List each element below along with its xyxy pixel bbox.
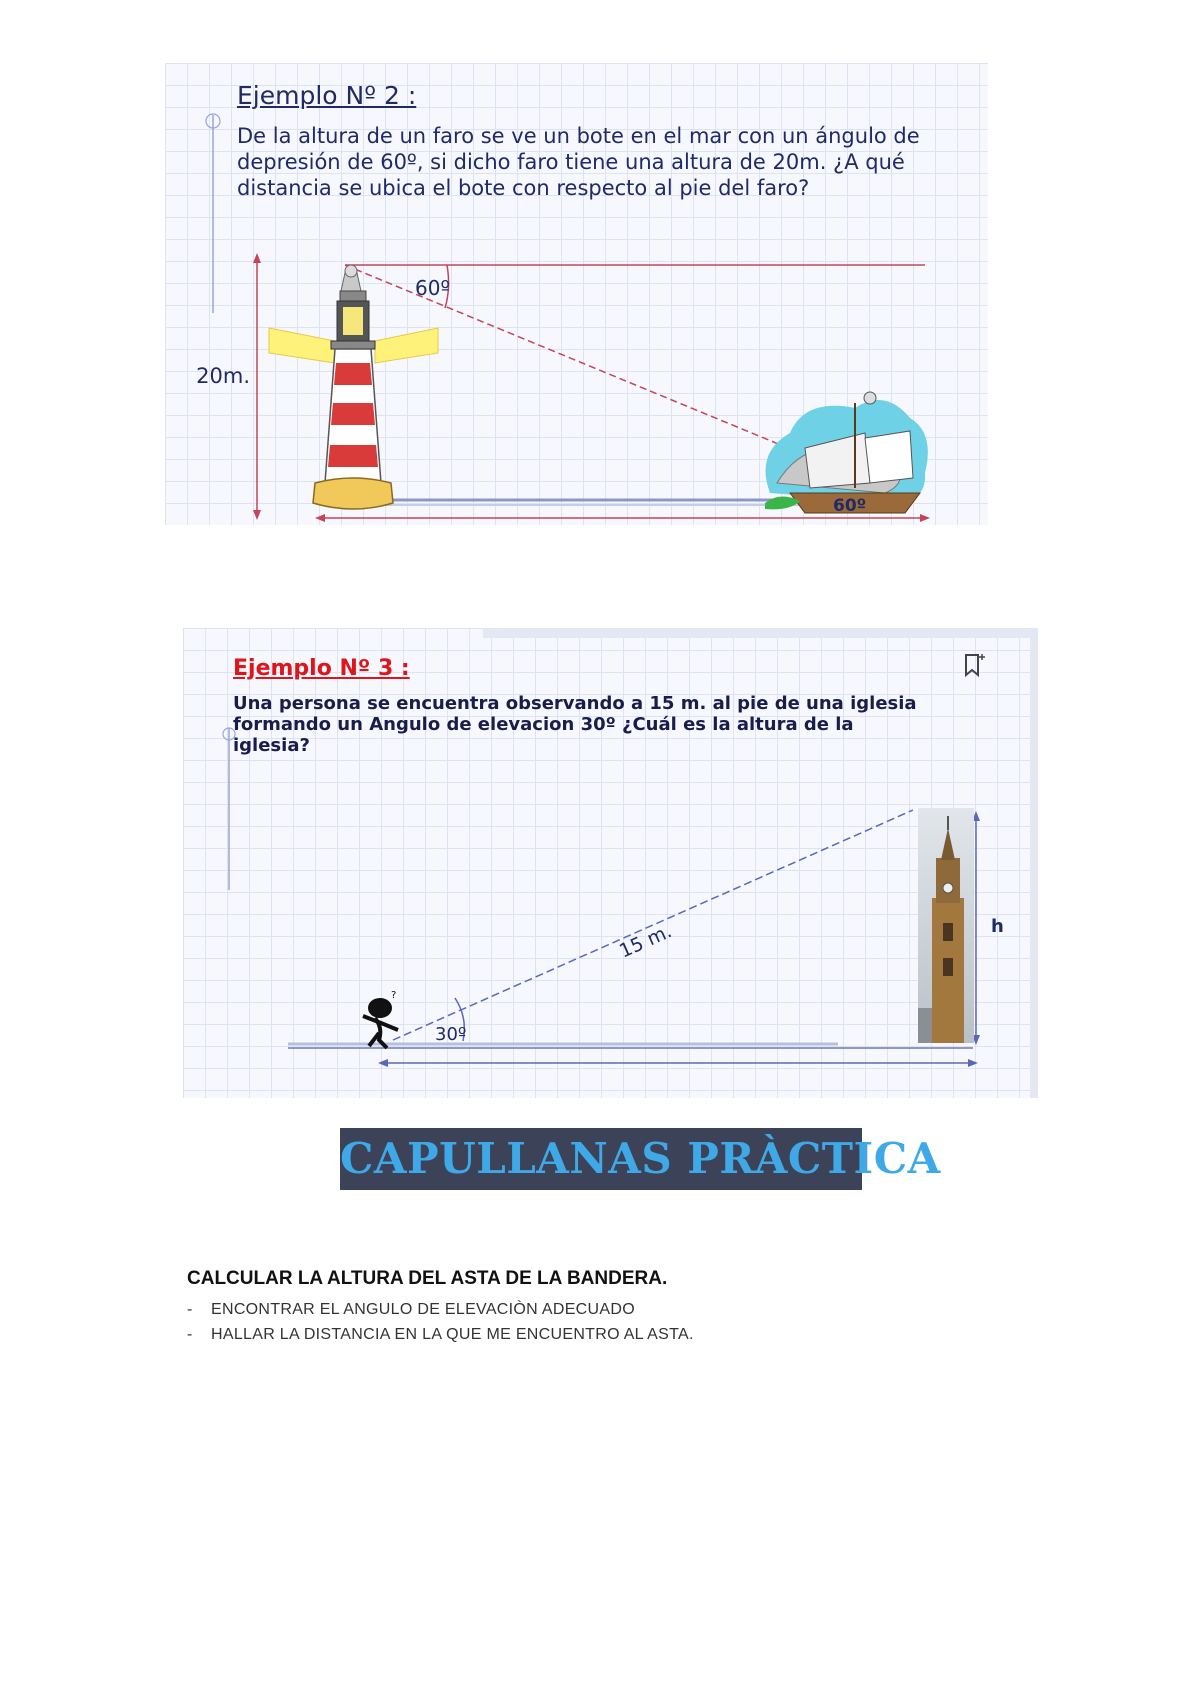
lighthouse-illustration — [269, 265, 438, 509]
hypotenuse-label: 15 m. — [616, 920, 676, 963]
church-diagram — [183, 628, 1038, 1098]
example-2-panel — [165, 63, 988, 525]
height-label: 20m. — [196, 364, 250, 388]
example-2-title: Ejemplo Nº 2 : — [237, 81, 417, 110]
example-3-problem: Una persona se encuentra observando a 15 m. al pie de una iglesia formando un Angulo de elevacion 30º ¿Cuál es la altura de la iglesia? — [233, 693, 917, 756]
boat-illustration — [765, 392, 928, 513]
bottom-angle-label: 60º — [833, 496, 867, 516]
example-3-panel — [183, 628, 1038, 1098]
task-heading: CALCULAR LA ALTURA DEL ASTA DE LA BANDERA. — [187, 1268, 668, 1289]
svg-text:?: ? — [391, 990, 397, 1001]
example-3-title: Ejemplo Nº 3 : — [233, 656, 410, 681]
task-item-text: HALLAR LA DISTANCIA EN LA QUE ME ENCUENTRO AL ASTA. — [211, 1326, 694, 1343]
task-item-text: ENCONTRAR EL ANGULO DE ELEVACIÒN ADECUADO — [211, 1301, 635, 1318]
church-photo — [918, 808, 974, 1043]
angle-label: 30º — [435, 1024, 467, 1045]
top-angle-label: 60º — [415, 276, 450, 300]
lighthouse-diagram — [165, 63, 988, 525]
list-item: - HALLAR LA DISTANCIA EN LA QUE ME ENCUENTRO AL ASTA. — [187, 1326, 694, 1343]
list-item: - ENCONTRAR EL ANGULO DE ELEVACIÒN ADECUADO — [187, 1301, 635, 1318]
height-label: h — [991, 916, 1004, 937]
practice-banner: CAPULLANAS PRÀCTICA — [340, 1128, 862, 1190]
example-2-problem: De la altura de un faro se ve un bote en el mar con un ángulo de depresión de 60º, si dicho faro tiene una altura de 20m. ¿A qué distancia se ubica el bote con respecto al pie del faro? — [237, 124, 920, 200]
task-list — [187, 1297, 694, 1347]
